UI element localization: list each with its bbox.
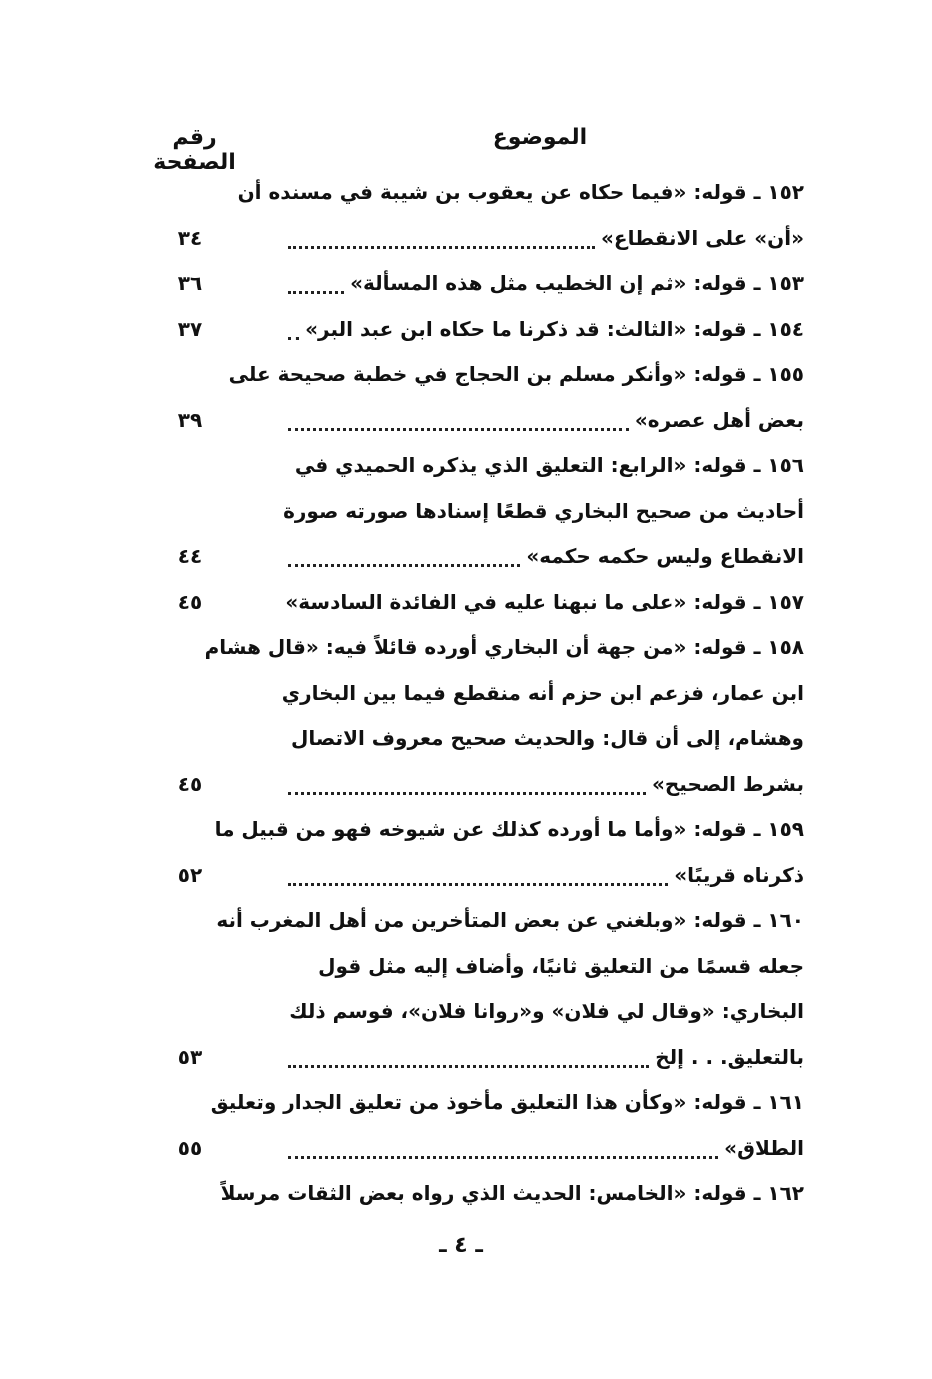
toc-page-number: ٤٥	[177, 589, 203, 614]
toc-line-text: ١٥٢ ـ قوله: «فيما حكاه عن يعقوب بن شيبة في مسنده أن	[237, 180, 804, 204]
toc-line	[0, 172, 932, 212]
toc-page-number: ٤٤	[177, 544, 203, 568]
toc-line	[0, 627, 932, 667]
toc-line	[0, 263, 932, 303]
toc-line-text: ١٥٧ ـ قوله: «على ما نبهنا عليه في الفائدة السادسة»	[285, 589, 804, 614]
toc-line-text: ١٦١ ـ قوله: «وكأن هذا التعليق مأخوذ من تعليق الجدار وتعليق	[210, 1090, 804, 1114]
toc-line-text: الانقطاع وليس حكمه حكمه»	[526, 544, 804, 568]
leader-dots	[288, 792, 646, 795]
toc-page-number: ٣٩	[177, 407, 203, 432]
toc-line-text: ١٥٩ ـ قوله: «وأما ما أورده كذلك عن شيوخه فهو من قبيل ما	[214, 817, 804, 841]
toc-line-text: «أن» على الانقطاع»	[601, 225, 804, 250]
page-column-header: رقم الصفحة	[153, 125, 236, 175]
toc-page-number: ٥٣	[177, 1044, 203, 1069]
toc-line	[0, 1082, 932, 1122]
toc-line-text: بشرط الصحيح»	[651, 771, 804, 796]
toc-line-text: البخاري: «وقال لي فلان» و«روانا فلان»، فوسم ذلك	[289, 999, 804, 1023]
toc-line-text: بالتعليق. . . إلخ	[655, 1044, 804, 1069]
toc-line	[0, 491, 932, 531]
toc-line	[0, 400, 932, 440]
toc-line-text: ١٥٤ ـ قوله: «الثالث: قد ذكرنا ما حكاه ابن عبد البر»	[305, 316, 804, 341]
toc-line	[0, 673, 932, 713]
toc-line	[0, 218, 932, 258]
toc-line	[0, 309, 932, 349]
toc-line	[0, 354, 932, 394]
toc-line	[0, 1037, 932, 1077]
toc-line-text: بعض أهل عصره»	[634, 407, 804, 432]
toc-line	[0, 718, 932, 758]
toc-page-number: ٤٥	[177, 771, 203, 796]
toc-line-text: وهشام، إلى أن قال: والحديث صحيح معروف الاتصال	[290, 726, 804, 750]
toc-line	[0, 1173, 932, 1213]
toc-page-number: ٥٥	[177, 1135, 203, 1160]
toc-line-text: ذكرناه قريبًا»	[674, 862, 804, 887]
leader-dots	[288, 337, 299, 340]
toc-line	[0, 582, 932, 622]
toc-line	[0, 809, 932, 849]
toc-line	[0, 536, 932, 576]
toc-line-text: ١٦٠ ـ قوله: «وبلغني عن بعض المتأخرين من أهل المغرب أنه	[216, 908, 804, 932]
leader-dots	[288, 564, 520, 567]
toc-line	[0, 991, 932, 1031]
toc-line	[0, 445, 932, 485]
toc-line-text: ١٥٥ ـ قوله: «وأنكر مسلم بن الحجاج في خطبة صحيحة على	[228, 362, 804, 386]
toc-page-number: ٥٢	[177, 862, 203, 887]
toc-line-text: الطلاق»	[724, 1135, 804, 1160]
leader-dots	[288, 1156, 718, 1159]
leader-dots	[288, 246, 595, 249]
toc-line	[0, 1128, 932, 1168]
toc-line	[0, 900, 932, 940]
toc-page-number: ٣٦	[177, 271, 203, 295]
leader-dots	[288, 883, 668, 886]
leader-dots	[288, 428, 629, 431]
toc-line-text: ١٥٦ ـ قوله: «الرابع: التعليق الذي يذكره الحميدي في	[294, 453, 804, 477]
toc-line	[0, 946, 932, 986]
toc-page-number: ٣٤	[177, 225, 203, 250]
toc-line	[0, 764, 932, 804]
toc-line	[0, 855, 932, 895]
toc-line-text: ابن عمار، فزعم ابن حزم أنه منقطع فيما بين البخاري	[281, 680, 804, 705]
toc-line-text: ١٦٢ ـ قوله: «الخامس: الحديث الذي رواه بعض الثقات مرسلاً	[220, 1181, 804, 1205]
toc-line-text: جعله قسمًا من التعليق ثانيًا، وأضاف إليه مثل قول	[318, 953, 804, 978]
toc-page-number: ٣٧	[177, 316, 203, 341]
leader-dots	[288, 1065, 649, 1068]
topic-column-header: الموضوع	[492, 125, 588, 150]
toc-line-text: ١٥٨ ـ قوله: «من جهة أن البخاري أورده قائلاً فيه: «قال هشام	[204, 635, 804, 659]
leader-dots	[288, 291, 344, 294]
toc-line-text: أحاديث من صحيح البخاري قطعًا إسنادها صورته صورة	[283, 498, 804, 523]
page-number-footer: ـ ٤ ـ	[439, 1233, 483, 1258]
toc-line-text: ١٥٣ ـ قوله: «ثم إن الخطيب مثل هذه المسألة»	[350, 271, 804, 295]
